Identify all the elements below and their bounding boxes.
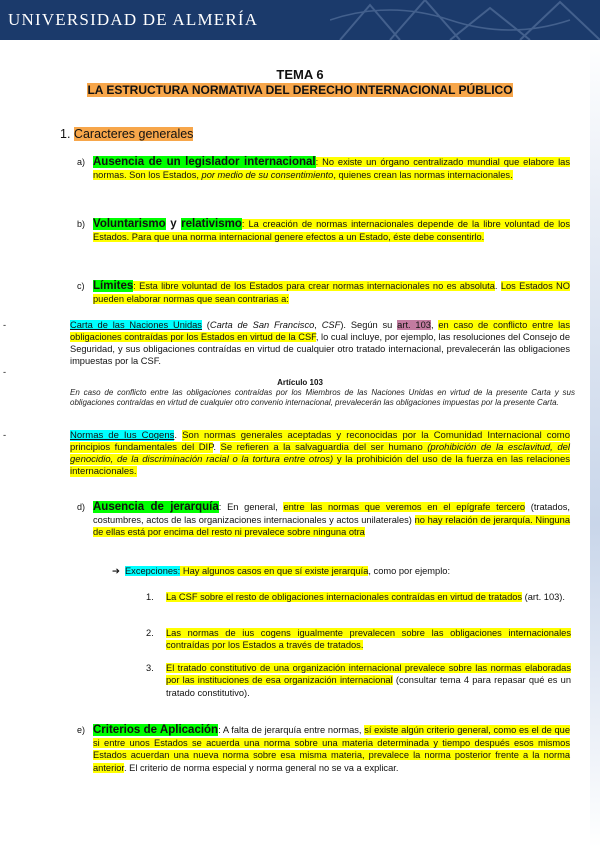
right-decor-bar <box>590 40 600 848</box>
topic-number: TEMA 6 <box>276 67 324 82</box>
numbered-item-2: 2. Las normas de ius cogens igualmente prevalecen sobre las obligaciones internacionales contraídas por los Estados a través de tratados. <box>146 628 571 651</box>
item-a: a) Ausencia de un legislador internacional: No existe un órgano centralizado mundial que elabore las normas. Son los Estados, por medio de su consentimiento, quienes crean las normas internacionales. <box>77 156 570 180</box>
ius-cogens-link[interactable]: Normas de Ius Cogens <box>70 430 175 441</box>
article-title: Artículo 103 <box>277 378 323 387</box>
arrow-right-icon: ➔ <box>112 566 120 576</box>
item-d: d) Ausencia de jerarquía: En general, entre las normas que veremos en el epígrafe tercero (tratados, costumbres, actos de las organizaciones internacionales y actos unilaterales) no hay relación de jerarquía. Ninguna de ellas está por encima del resto ni prevalece sobre ninguna otra <box>77 501 570 537</box>
item-e: e) Criterios de Aplicación: A falta de jerarquía entre normas, sí existe algún criterio general, como es el de que si entre unos Estados se acuerda una norma sobre una materia determinada y tiempo después esos mismos Estados acuerdan una nueva norma sobre esa misma materia, prevalece la norma posterior frente a la norma anterior. El criterio de norma especial y norma general no se va a explicar. <box>77 724 571 773</box>
un-charter-link[interactable]: Carta de las Naciones Unidas <box>70 320 202 330</box>
empty-dash: - <box>3 367 7 377</box>
item-b: b) Voluntarismo y relativismo: La creación de normas internacionales depende de la libre voluntad de los Estados. Para que una norma internacional genere efectos a un Estado, éste debe consentirlo. <box>77 218 570 242</box>
exceptions-line: ➔ Excepciones: Hay algunos casos en que sí existe jerarquía, como por ejemplo: <box>112 566 451 576</box>
university-name: UNIVERSIDAD DE ALMERÍA <box>8 10 259 29</box>
dash-item-ius-cogens: - Normas de Ius Cogens. Son normas generales aceptadas y reconocidas por la Comunidad Internacional como principios fundamentales del DIP. Se refieren a la salvaguardia del ser humano (prohibición de la esclavitud, del genocidio, de la discriminación racial o la tortura entre otros) y la prohibición del uso de la fuerza en las relaciones internacionales. <box>3 430 570 477</box>
article-body: En caso de conflicto entre las obligaciones contraídas por los Miembros de las Naciones Unidas en virtud de la presente Carta y sus obligaciones contraídas en virtud de cualquier otro convenio internacional, prevalecerán las obligaciones impuestas por la presente Carta. <box>70 388 575 407</box>
numbered-item-1: 1. La CSF sobre el resto de obligaciones internacionales contraídas en virtud de tratados (art. 103). <box>146 592 565 602</box>
dash-item-un-charter: - Carta de las Naciones Unidas (Carta de San Francisco, CSF). Según su art. 103, en caso de conflicto entre las obligaciones contraídas por los Estados en virtud de la CSF, lo cual incluye, por ejemplo, las resoluciones del Consejo de Seguridad, y sus obligaciones contraídas en virtud de cualquier otro tratado internacional, prevalecerán las obligaciones impuestas por la CSF. <box>3 320 570 366</box>
numbered-item-3: 3. El tratado constitutivo de una organización internacional prevalece sobre las normas elaboradas por las instituciones de esa organización internacional (consultar tema 4 para repasar qué es un tratado constitutivo). <box>146 663 571 698</box>
item-c: c) Límites: Esta libre voluntad de los Estados para crear normas internacionales no es absoluta. Los Estados NO pueden elaborar normas que sean contrarias a: <box>77 280 570 304</box>
section-heading: 1. Caracteres generales <box>60 127 194 141</box>
topic-title: LA ESTRUCTURA NORMATIVA DEL DERECHO INTERNACIONAL PÚBLICO <box>87 83 513 97</box>
